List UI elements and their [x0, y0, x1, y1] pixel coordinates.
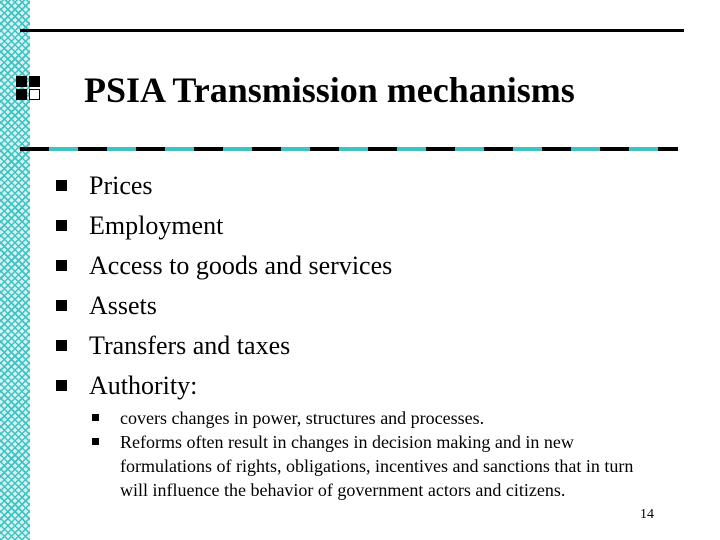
square-bullet-icon	[56, 380, 67, 391]
slide-title: PSIA Transmission mechanisms	[84, 70, 575, 110]
title-divider-line	[20, 147, 678, 151]
square-bullet-icon	[56, 340, 67, 351]
square-bullet-icon	[92, 438, 99, 445]
title-square-marker-icon	[16, 76, 44, 104]
top-divider-line	[20, 29, 684, 32]
page-number: 14	[640, 507, 654, 522]
sub-bullet-list	[92, 406, 662, 502]
square-bullet-icon	[56, 180, 67, 191]
square-bullet-icon	[56, 300, 67, 311]
square-bullet-icon	[56, 260, 67, 271]
sub-bullet-item: covers changes in power, structures and processes.	[92, 406, 662, 430]
sub-bullet-item: Reforms often result in changes in decision making and in new formulations of rights, obligations, incentives and sanctions that in turn will influence the behavior of government actors and citizens.	[92, 430, 662, 502]
square-bullet-icon	[92, 414, 99, 421]
square-bullet-icon	[56, 220, 67, 231]
